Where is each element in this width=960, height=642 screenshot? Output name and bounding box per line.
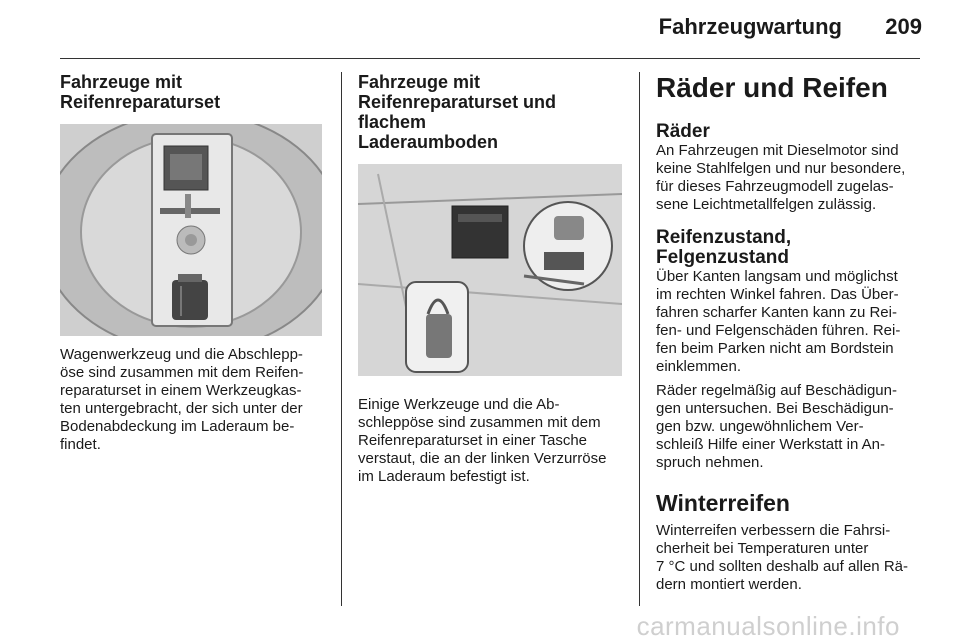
column-divider-1 xyxy=(341,72,342,606)
section-heading-tyre-condition: Reifenzustand, Felgenzustand xyxy=(656,227,792,268)
paragraph-wheels: An Fahrzeugen mit Dieselmotor sind keine Stahlfelgen und nur besondere, für dieses Fahrzeugmodell zugelas- sene Leichtmetallfelgen zulässig. xyxy=(656,142,906,213)
paragraph-tyre-condition-2: Räder regelmäßig auf Beschädigun- gen untersuchen. Bei Beschädigun- gen bzw. ungewöhnlichem Ver- schleiß Hilfe einer Werkstatt in An- spruch nehmen. xyxy=(656,382,897,471)
paragraph-winter-tyres: Winterreifen verbessern die Fahrsi- cherheit bei Temperaturen unter 7 °C und sollten deshalb auf allen Rä- dern montiert werden. xyxy=(656,522,908,593)
header-rule xyxy=(60,58,920,59)
section-heading-wheels: Räder xyxy=(656,121,710,142)
page-number: 209 xyxy=(885,14,922,39)
figure-toolbox-illustration xyxy=(60,124,322,336)
column-divider-2 xyxy=(639,72,640,606)
column-1 xyxy=(60,72,325,454)
watermark-text: carmanualsonline.info xyxy=(636,611,900,641)
figure-tool-bag-illustration xyxy=(358,164,622,376)
section-heading-flat-floor: Fahrzeuge mit Reifenreparaturset und flachem Laderaumboden xyxy=(358,72,557,152)
section-heading-toolbox: Fahrzeuge mit Reifenreparaturset xyxy=(60,72,221,112)
column-2 xyxy=(358,72,623,486)
paragraph-flat-floor: Einige Werkzeuge und die Ab- schleppöse sind zusammen mit dem Reifenreparaturset in einer Tasche verstaut, die an der linken Verzurröse im Laderaum befestigt ist. xyxy=(358,396,607,485)
paragraph-tyre-condition-1: Über Kanten langsam und möglichst im rechten Winkel fahren. Das Über- fahren scharfer Kanten kann zu Rei- fen- und Felgenschäden führen. Rei- fen beim Parken nicht am Bordstein einklemmen. xyxy=(656,268,901,375)
paragraph-toolbox: Wagenwerkzeug und die Abschlepp- öse sind zusammen mit dem Reifen- reparaturset in einem Werkzeugkas- ten untergebracht, der sich unter der Bodenabdeckung im Laderaum be- findet. xyxy=(60,346,304,453)
section-heading-winter-tyres: Winterreifen xyxy=(656,490,790,516)
running-header-title: Fahrzeugwartung xyxy=(658,14,842,39)
column-3 xyxy=(656,72,926,594)
chapter-title-wheels-tyres: Räder und Reifen xyxy=(656,72,888,103)
